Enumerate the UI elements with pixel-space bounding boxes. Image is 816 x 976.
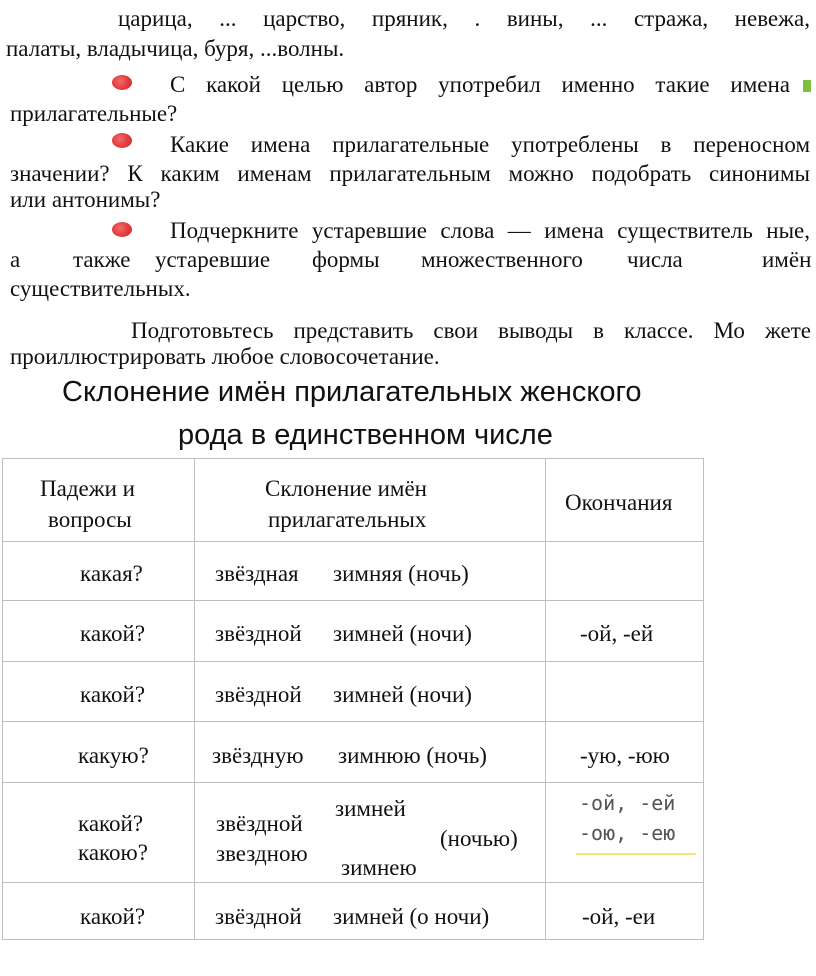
- question-3-line-3: существительных.: [10, 276, 191, 301]
- table-row-adjective-top: зимней: [335, 796, 406, 821]
- text-line-2: палаты, владычица, буря, ...волны.: [6, 36, 345, 61]
- question-1-line-2: прилагательные?: [10, 101, 178, 126]
- table-row-adjective: звёздной: [215, 682, 302, 707]
- question-3-word: устаревшие: [155, 247, 271, 272]
- table-border: [2, 782, 703, 783]
- question-3-word: имён: [762, 247, 812, 272]
- table-row-phrase: зимней (о ночи): [333, 904, 490, 929]
- bullet-icon: [112, 222, 132, 237]
- question-2-line-1: Какие имена прилагательные употреблены в переносном: [170, 132, 810, 157]
- table-row-adjective-bottom: зимнею: [341, 855, 417, 880]
- section-heading-line-2: рода в единственном числе: [178, 419, 553, 451]
- table-row-ending: -ой, -ей: [579, 791, 676, 815]
- table-row-adjective: звёздная: [215, 561, 299, 586]
- question-2-line-2: значении? К каким именам прилагательным можно подобрать синонимы: [10, 161, 810, 186]
- table-row-adjective: звёздной: [215, 621, 302, 646]
- question-2-line-3: или антонимы?: [10, 187, 161, 212]
- table-row-question: какую?: [78, 743, 149, 768]
- table-row-phrase: зимней (ночи): [333, 621, 472, 646]
- table-row-phrase: зимнюю (ночь): [338, 743, 487, 768]
- table-row-adjective: звёздной: [215, 904, 302, 929]
- question-3-word: а: [10, 247, 21, 272]
- table-border: [703, 458, 704, 940]
- table-border: [2, 458, 703, 459]
- section-heading-line-1: Склонение имён прилагательных женского: [62, 376, 642, 408]
- table-row-adjective: звёздной: [216, 811, 303, 836]
- table-border: [2, 939, 703, 940]
- question-3-line-1: Подчеркните устаревшие слова — имена существитель ные,: [170, 218, 810, 243]
- table-border: [194, 458, 195, 940]
- prep-line-1: Подготовьтесь представить свои выводы в классе. Мо жете: [131, 318, 811, 343]
- table-border: [2, 541, 703, 542]
- table-row-adjective: звездною: [216, 841, 308, 866]
- header-endings: Окончания: [565, 490, 673, 515]
- table-row-question: какая?: [80, 561, 143, 586]
- table-row-phrase: зимней (ночи): [333, 682, 472, 707]
- header-declension: прилагательных: [268, 507, 427, 532]
- table-row-ending: -ой, -ей: [580, 621, 654, 646]
- table-row-question: какою?: [78, 840, 148, 865]
- highlight-underline: [576, 853, 696, 855]
- table-row-question: какой?: [80, 682, 146, 707]
- table-row-phrase: зимняя (ночь): [333, 561, 469, 586]
- bullet-icon: [112, 133, 132, 148]
- table-row-question: какой?: [78, 811, 144, 836]
- text-line-1: царица, ... царство, пряник, . вины, ... стража, невежа,: [118, 6, 810, 31]
- question-3-word: числа: [627, 247, 683, 272]
- table-border: [545, 458, 546, 940]
- table-border: [2, 458, 3, 940]
- table-row-noun: (ночью): [440, 826, 518, 851]
- table-border: [2, 600, 703, 601]
- bullet-icon: [112, 75, 132, 90]
- table-border: [2, 882, 703, 883]
- table-row-adjective: звёздную: [212, 743, 304, 768]
- table-row-question: какой?: [80, 904, 146, 929]
- table-border: [2, 661, 703, 662]
- marker-icon: [803, 80, 811, 92]
- header-declension: Склонение имён: [265, 476, 427, 501]
- table-row-ending: -ой, -еи: [582, 904, 656, 929]
- prep-line-2: проиллюстрировать любое словосочетание.: [10, 344, 440, 369]
- header-cases: вопросы: [48, 507, 132, 532]
- question-1-line-1: С какой целью автор употребил именно такие имена: [170, 72, 790, 97]
- header-cases: Падежи и: [40, 476, 135, 501]
- table-row-ending: -ою, -ею: [579, 821, 676, 845]
- question-3-word: также: [73, 247, 131, 272]
- question-3-word: формы: [312, 247, 380, 272]
- table-border: [2, 721, 703, 722]
- question-3-word: множественного: [421, 247, 583, 272]
- table-row-ending: -ую, -юю: [580, 743, 670, 768]
- table-row-question: какой?: [80, 621, 146, 646]
